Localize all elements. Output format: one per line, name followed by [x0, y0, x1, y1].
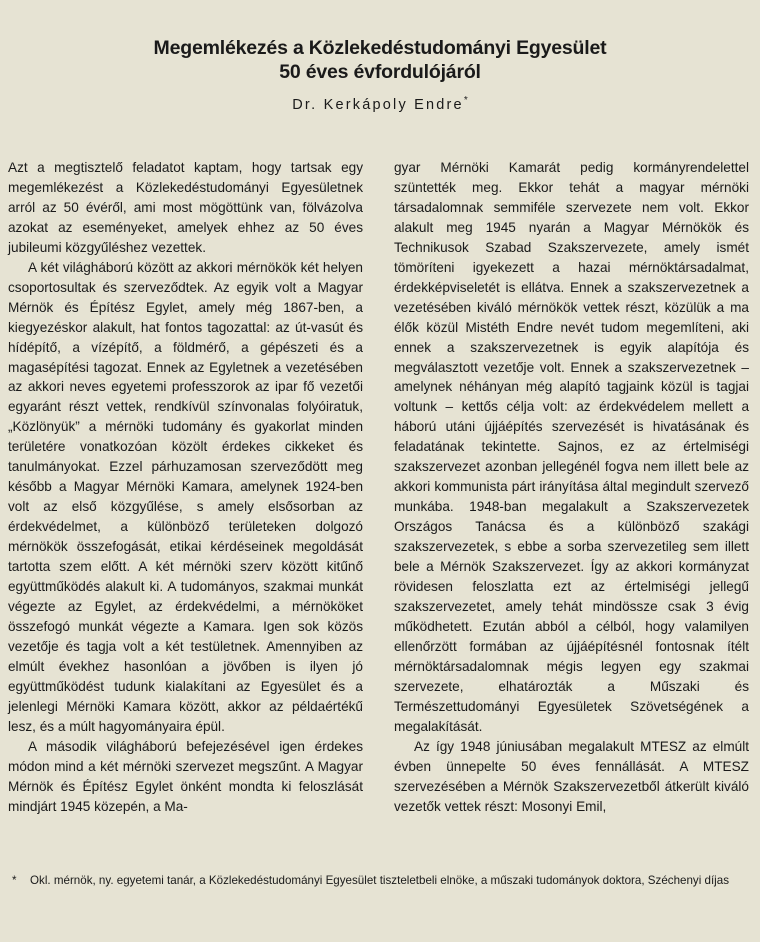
- paragraph: A két világháború között az akkori mérnökök két helyen csoportosultak és szerveződtek. Az egyik volt a Magyar Mérnök és Építész Egylet, amely még 1867-ben, a kiegyezéskor alakult, hat fontos tagozattal: az út-vasút és hídépítő, a vízépítő, a földmérő, a gépészeti és a magasépítési tagozat. Ennek az Egyletnek a vezetésében az akkori neves egyetemi professzorok az ipar fő vezetői egyaránt részt vettek, rendkívül színvonalas folyóiratuk, „Közlönyük” a mérnöki tudomány és gyakorlat minden területére vonatkozóan közölt érdekes cikkeket és tanulmányokat. Ezzel párhuzamosan szerveződött meg később a Magyar Mérnöki Kamara, amelynek 1924-ben volt az első közgyűlése, s amely elsősorban az érdekvédelmet, a különböző területeken dolgozó mérnökök összefogását, etikai kérdéseinek megoldását tartotta szem előtt. A két mérnöki szerv között kitűnő együttműködés alakult ki. A tudományos, szakmai munkát végezte az Egylet, az érdekvédelmi, a mérnököket összefogó munkát végezte a Kamara. Igen sok közös vezetője és tagja volt a két testületnek. Amennyiben az elmúlt évekhez hasonlóan a jövőben is ilyen jó együttműködést tudunk kialakítani az Egyesület és a jelenlegi Mérnöki Kamara között, akkor az példaértékű lesz, és a múlt hagyományaira épül.: [8, 259, 363, 734]
- footnote: [12, 872, 752, 889]
- footnote-text: Okl. mérnök, ny. egyetemi tanár, a Közlekedéstudományi Egyesület tiszteletbeli elnöke, a műszaki tudományok doktora, Széchenyi díjas: [30, 874, 729, 887]
- paragraph: A második világháború befejezésével igen érdekes módon mind a két mérnöki szervezet megszűnt. A Magyar Mérnök és Építész Egylet önként mondta ki feloszlását mindjárt 1945 közepén, a Ma-: [8, 738, 363, 814]
- article-title: [0, 36, 760, 84]
- left-column: [8, 158, 363, 816]
- paragraph: gyar Mérnöki Kamarát pedig kormányrendelettel szüntették meg. Ekkor tehát a magyar mérnöki társadalomnak semmiféle szervezete nem volt. Ekkor alakult meg 1945 nyarán a Magyar Mérnökök és Technikusok Szabad Szakszervezete, amely ismét tömöríteni igyekezett a hazai mérnöktársadalmat, érdekképviseletét is ellátva. Ennek a szakszervezetnek a vezetésében kiváló mérnökök vettek részt, közülük a ma élők közül Mistéth Endre nevét tudom megemlíteni, aki ennek a szakszervezetnek is egyik alapítója és megválasztott vezetője volt. Ennek a szakszervezetnek – amelynek néhányan még alapító tagjaink közül is tagjai voltunk – kettős célja volt: az érdekvédelem mellett a háború utáni újjáépítés szervezését is hivatásának és feladatának tekintette. Sajnos, ez az értelmiségi szakszervezet azonban jellegénél fogva nem illett bele az akkori kommunista párt irányítása által megindult szervező munkába. 1948-ban megalakult a Szakszervezetek Országos Tanácsa és a különböző szakági szakszervezetek, s ebbe a sorba szervezetileg sem illett bele a Mérnök Szakszervezet. Így az akkori kormányzat rövidesen feloszlatta ezt az értelmiségi jellegű szakszervezetet, amely tehát mindössze csak 3 évig működhetett. Ezután abból a célból, hogy valamilyen ellenőrzött formában az újjáépítésnél fontosnak ítélt mérnöktársadalomnak mégis legyen egy szakmai szervezete, elhatározták a Műszaki és Természettudományi Egyesületek Szövetségének a megalakítását.: [394, 160, 749, 734]
- author-name: Dr. Kerkápoly Endre: [292, 96, 464, 113]
- author-line: [0, 95, 760, 113]
- title-line-2: 50 éves évfordulójáról: [279, 61, 481, 83]
- title-line-1: Megemlékezés a Közlekedéstudományi Egyesület: [153, 37, 607, 59]
- author-footnote-mark: *: [463, 95, 468, 106]
- right-column: [394, 158, 749, 816]
- paragraph: Az így 1948 júniusában megalakult MTESZ az elmúlt évben ünnepelte 50 éves fennállását. A MTESZ szervezésében a Mérnök Szakszervezetből átkerült kiváló vezetők vettek részt: Mosonyi Emil,: [394, 738, 749, 814]
- paragraph: Azt a megtisztelő feladatot kaptam, hogy tartsak egy megemlékezést a Közlekedéstudományi Egyesületnek arról az 50 évéről, ami most mögöttünk van, fölvázolva azokat az eseményeket, amelyek ehhez az 50 éves jubileumi közgyűléshez vezettek.: [8, 160, 363, 255]
- footnote-mark: *: [12, 874, 17, 887]
